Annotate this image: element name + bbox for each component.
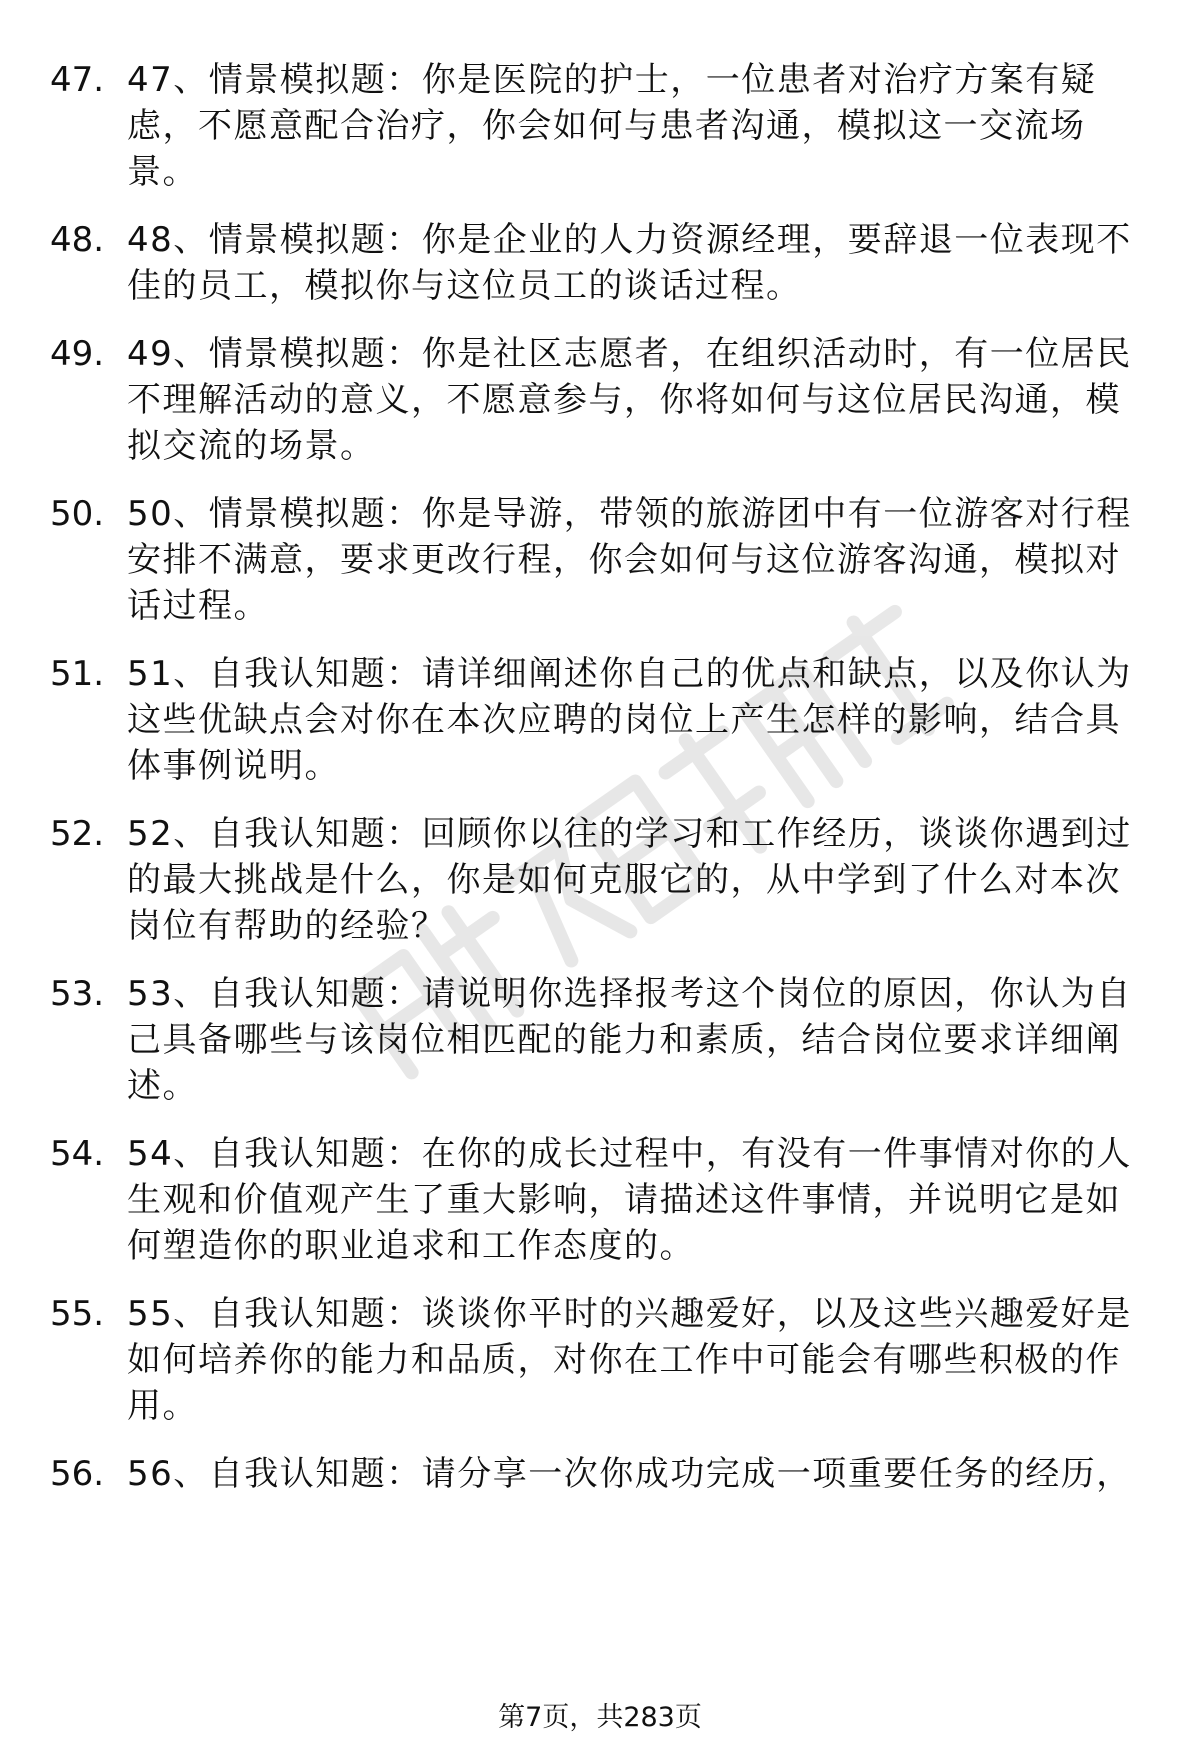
page-footer [0, 1700, 1200, 1736]
item-number: 55. [50, 1294, 105, 1334]
item-number: 53. [50, 974, 105, 1014]
item-text: 56、自我认知题：请分享一次你成功完成一项重要任务的经历， [127, 1454, 1132, 1494]
item-text: 54、自我认知题：在你的成长过程中，有没有一件事情对你的人生观和价值观产生了重大影响，请描述这件事情，并说明它是如何塑造你的职业追求和工作态度的。 [127, 1134, 1132, 1266]
page-number-label: 第7页，共283页 [498, 1702, 702, 1733]
item-text: 53、自我认知题：请说明你选择报考这个岗位的原因，你认为自己具备哪些与该岗位相匹配的能力和素质，结合岗位要求详细阐述。 [127, 974, 1132, 1106]
item-text: 50、情景模拟题：你是导游，带领的旅游团中有一位游客对行程安排不满意，要求更改行程，你会如何与这位游客沟通，模拟对话过程。 [127, 494, 1132, 626]
item-number: 54. [50, 1134, 105, 1174]
item-number: 51. [50, 654, 105, 694]
item-number: 48. [50, 220, 105, 260]
item-text: 48、情景模拟题：你是企业的人力资源经理，要辞退一位表现不佳的员工，模拟你与这位员工的谈话过程。 [127, 220, 1132, 306]
item-text: 52、自我认知题：回顾你以往的学习和工作经历，谈谈你遇到过的最大挑战是什么，你是如何克服它的，从中学到了什么对本次岗位有帮助的经验？ [127, 814, 1132, 946]
item-text: 55、自我认知题：谈谈你平时的兴趣爱好，以及这些兴趣爱好是如何培养你的能力和品质，对你在工作中可能会有哪些积极的作用。 [127, 1294, 1132, 1426]
item-number: 52. [50, 814, 105, 854]
item-number: 50. [50, 494, 105, 534]
item-text: 51、自我认知题：请详细阐述你自己的优点和缺点，以及你认为这些优缺点会对你在本次应聘的岗位上产生怎样的影响，结合具体事例说明。 [127, 654, 1132, 786]
item-text: 47、情景模拟题：你是医院的护士，一位患者对治疗方案有疑虑，不愿意配合治疗，你会如何与患者沟通，模拟这一交流场景。 [127, 60, 1097, 192]
item-number: 49. [50, 334, 105, 374]
item-text: 49、情景模拟题：你是社区志愿者，在组织活动时，有一位居民不理解活动的意义，不愿意参与，你将如何与这位居民沟通，模拟交流的场景。 [127, 334, 1132, 466]
item-number: 47. [50, 60, 105, 100]
item-number: 56. [50, 1454, 105, 1494]
